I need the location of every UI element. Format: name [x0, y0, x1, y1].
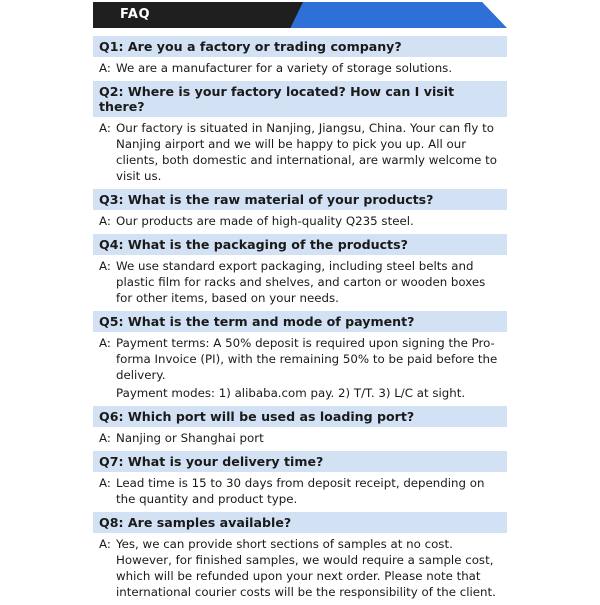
answer-prefix: A:	[99, 431, 111, 445]
payment-modes-text: Payment modes: 1) alibaba.com pay. 2) T/T. 3) L/C at sight.	[116, 386, 466, 400]
faq-question: Q7: What is your delivery time?	[93, 451, 507, 472]
faq-title: FAQ	[120, 7, 151, 22]
faq-answer	[93, 255, 507, 306]
answer-text: We are a manufacturer for a variety of storage solutions.	[116, 61, 453, 75]
faq-item	[93, 451, 507, 507]
answer-text: Nanjing or Shanghai port	[116, 431, 264, 445]
answer-text: Yes, we can provide short sections of samples at no cost. However, for finished samples, we would require a sample cost, which will be refunded upon your next order. Please note that international courier costs will be the responsibility of the client.	[116, 537, 496, 599]
answer-prefix: A:	[99, 121, 111, 135]
faq-answer	[93, 427, 507, 446]
faq-item	[93, 406, 507, 446]
faq-question: Q4: What is the packaging of the products?	[93, 234, 507, 255]
faq-question: Q8: Are samples available?	[93, 512, 507, 533]
answer-prefix: A:	[99, 537, 111, 551]
answer-text: Payment terms: A 50% deposit is required upon signing the Pro-forma Invoice (PI), with the remaining 50% to be paid before the delivery.	[116, 336, 498, 382]
faq-header	[93, 2, 507, 28]
faq-item	[93, 311, 507, 401]
faq-item	[93, 234, 507, 306]
answer-prefix: A:	[99, 336, 111, 350]
faq-answer	[93, 117, 507, 184]
faq-answer	[93, 472, 507, 507]
faq-answer	[93, 533, 507, 600]
answer-text: Our products are made of high-quality Q235 steel.	[116, 214, 414, 228]
faq-answer	[93, 210, 507, 229]
faq-question: Q5: What is the term and mode of payment?	[93, 311, 507, 332]
answer-prefix: A:	[99, 61, 111, 75]
faq-item	[93, 81, 507, 184]
faq-question: Q6: Which port will be used as loading port?	[93, 406, 507, 427]
answer-prefix: A:	[99, 214, 111, 228]
faq-item	[93, 36, 507, 76]
answer-text: Lead time is 15 to 30 days from deposit receipt, depending on the quantity and product type.	[116, 476, 485, 506]
faq-question: Q3: What is the raw material of your products?	[93, 189, 507, 210]
faq-item	[93, 512, 507, 600]
faq-list	[93, 36, 507, 605]
answer-prefix: A:	[99, 476, 111, 490]
answer-text: Our factory is situated in Nanjing, Jiangsu, China. Your can fly to Nanjing airport and we will be happy to pick you up. All our clients, both domestic and international, are warmly welcome to visit us.	[116, 121, 497, 183]
faq-question: Q1: Are you a factory or trading company?	[93, 36, 507, 57]
faq-question: Q2: Where is your factory located? How can I visit there?	[93, 81, 507, 117]
answer-prefix: A:	[99, 259, 111, 273]
faq-item	[93, 189, 507, 229]
faq-answer	[93, 57, 507, 76]
answer-text: We use standard export packaging, including steel belts and plastic film for racks and shelves, and carton or wooden boxes for other items, based on your needs.	[116, 259, 486, 305]
faq-answer	[93, 332, 507, 383]
